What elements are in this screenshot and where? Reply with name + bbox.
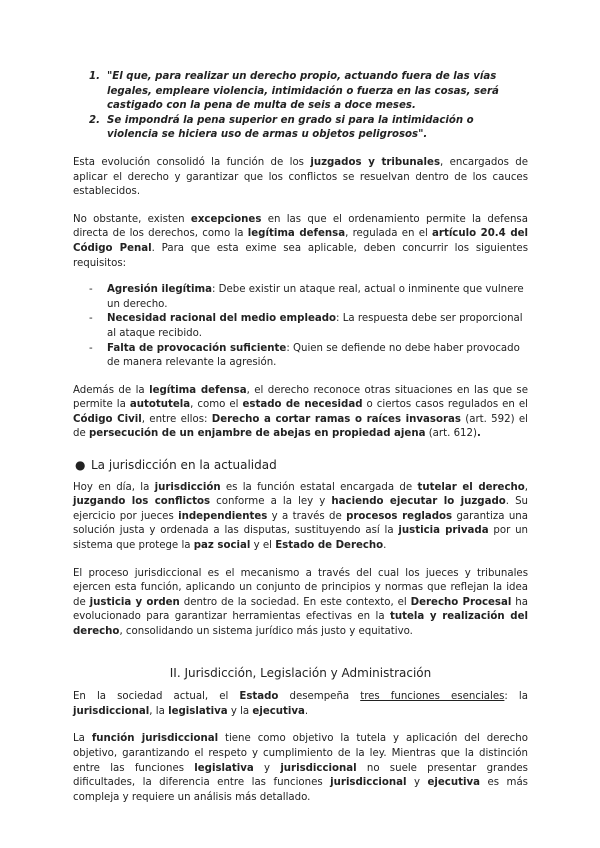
list-item [73, 312, 528, 341]
bold-term: tutelar el derecho [417, 481, 525, 493]
text-run: : La respuesta debe ser proporcional al ataque recibido. [107, 313, 523, 339]
bold-term: excepciones [190, 213, 262, 225]
bold-term: ejecutiva [252, 705, 305, 717]
list-item-text: "El que, para realizar un derecho propio, actuando fuera de las vías legales, empleare violencia, intimidación o fuerza en las cosas, será castigado con la pena de multa de seis a doce meses. [107, 71, 499, 112]
text-run: . Para que esta exime sea aplicable, deben concurrir los siguientes requisitos: [73, 242, 529, 269]
bold-term: juzgados y tribunales [310, 156, 441, 168]
dash-marker: - [89, 342, 93, 354]
paragraph-jurisdiccion [73, 481, 528, 554]
text-run: : la [504, 691, 528, 703]
bold-term: independientes [178, 510, 268, 522]
document-page [73, 70, 528, 805]
text-run: , consolidando un sistema jurídico más justo y equitativo. [119, 626, 413, 637]
bold-term: Estado [239, 691, 279, 703]
text-run: , [524, 481, 529, 493]
bold-term: Derecho Procesal [410, 596, 512, 608]
text-run: y [253, 762, 281, 774]
bold-term: Necesidad racional del medio empleado [107, 313, 337, 325]
text-run: conforme a la ley y [210, 496, 332, 508]
bold-term: legítima defensa [149, 384, 247, 396]
text-run: o ciertos casos regulados en el [362, 399, 528, 411]
text-run: Además de la [73, 384, 150, 396]
text-run: y la [227, 705, 253, 717]
text-run: ha evolucionado para garantizar herramientas efectivas en la [73, 596, 528, 623]
list-item [73, 114, 528, 143]
list-number: 1. [89, 71, 100, 82]
text-run: Esta evolución consolidó la función de los [73, 156, 311, 168]
bold-term: justicia y orden [89, 596, 180, 608]
bold-term: justicia privada [398, 525, 489, 537]
list-number: 2. [89, 114, 100, 126]
bold-term: legislativa [194, 762, 254, 774]
bold-term: jurisdiccional [280, 762, 357, 774]
text-run: es más compleja y requiere un análisis más detallado. [73, 777, 528, 803]
text-run: , entre ellos: [141, 413, 212, 425]
bullet-dot: ● [75, 458, 86, 473]
paragraph-funcion-jurisdiccional [73, 732, 528, 805]
dash-marker: - [89, 313, 93, 325]
text-run: garantiza una solución justa y ordenada a las disputas, sustituyendo así la [73, 510, 528, 537]
quote-list [73, 70, 528, 143]
paragraph-proceso-jurisdiccional [73, 567, 528, 640]
text-run: : Debe existir un ataque real, actual o inminente que vulnere un derecho. [107, 284, 524, 310]
bold-term: persecución de un enjambre de abejas en propiedad ajena [88, 428, 426, 440]
text-run: No obstante, existen [73, 213, 191, 225]
list-item [73, 70, 528, 114]
list-item [73, 283, 528, 312]
paragraph-juzgados [73, 156, 528, 200]
subheading-jurisdiccion-actualidad [73, 458, 528, 473]
dash-marker: - [89, 284, 93, 296]
text-run: y a través de [267, 510, 347, 522]
text-run: en las que el ordenamiento permite la defensa directa de los derechos, como la [73, 213, 528, 240]
text-run: tiene como objetivo la tutela y aplicación del derecho objetivo, garantizando el respeto y cumplimiento de la ley. Mientras que la distinción entre las funciones [73, 733, 528, 774]
bold-term: Derecho a cortar ramas o raíces invasoras [211, 413, 461, 425]
text-run: , el derecho reconoce otras situaciones en las que se permite la [73, 384, 528, 411]
paragraph-funciones-estado [73, 690, 528, 719]
list-item [73, 342, 528, 371]
text-run: La [73, 733, 92, 745]
text-run: (art. 612) [425, 428, 477, 440]
bold-term: procesos reglados [346, 510, 453, 522]
text-run: En la sociedad actual, el [73, 691, 240, 703]
text-run: dentro de la sociedad. En este contexto, el [179, 596, 411, 608]
bold-term: paz social [193, 540, 251, 552]
text-run: y el [250, 540, 276, 552]
bold-term: estado de necesidad [242, 399, 363, 411]
bold-term: jurisdiccional [330, 777, 407, 789]
text-run: . [383, 540, 387, 552]
bold-term: . [477, 428, 481, 440]
text-run: y [406, 777, 428, 789]
text-run: Hoy en día, la [73, 481, 155, 493]
bold-term: haciendo ejecutar lo juzgado [331, 496, 506, 508]
underlined-term: tres funciones esenciales [360, 691, 505, 703]
text-run: por un sistema que protege la [73, 525, 528, 552]
bold-term: Falta de provocación suficiente [107, 342, 287, 354]
text-run: , la [149, 705, 169, 717]
bold-term: artículo 20.4 del Código Penal [73, 228, 529, 254]
bold-term: ejecutiva [427, 777, 480, 789]
text-run: : Quien se defiende no debe haber provocado de manera relevante la agresión. [107, 342, 520, 369]
section-title: II. Jurisdicción, Legislación y Administración [169, 665, 432, 680]
bold-term: juzgando los conflictos [73, 496, 211, 508]
bold-term: jurisdiccional [73, 705, 150, 717]
text-run: (art. 592) el de [73, 413, 528, 440]
list-item-text: Se impondrá la pena superior en grado si para la intimidación o violencia se hiciera uso de armas u objetos peligrosos". [107, 114, 474, 141]
bold-term: Agresión ilegítima [107, 284, 212, 296]
bold-term: legislativa [168, 705, 228, 717]
text-run: . [304, 705, 309, 717]
requisitos-list [73, 283, 528, 371]
bold-term: Código Civil [73, 413, 142, 425]
text-run: no suele presentar grandes dificultades, la diferencia entre las funciones [73, 762, 528, 789]
text-run: , como el [190, 399, 243, 411]
bold-term: jurisdicción [154, 481, 221, 493]
text-run: es la función estatal encargada de [220, 481, 418, 493]
bold-term: tutela y realización del derecho [73, 611, 528, 637]
bold-term: Estado de Derecho [275, 540, 384, 552]
text-run: . Su ejercicio por jueces [73, 496, 529, 522]
paragraph-excepciones [73, 213, 528, 271]
text-run: El proceso jurisdiccional es el mecanismo a través del cual los jueces y tribunales ejercen esta función, aplicando un conjunto de principios y normas que reflejan la idea de [73, 567, 528, 608]
text-run: , encargados de aplicar el derecho y garantizar que los conflictos se resuelvan dentro de los cauces establecidos. [73, 156, 528, 198]
bold-term: legítima defensa [247, 228, 346, 240]
bold-term: función jurisdiccional [91, 733, 219, 745]
bold-term: autotutela [129, 399, 191, 411]
subheading-text: La jurisdicción en la actualidad [91, 458, 277, 473]
text-run: desempeña [278, 691, 361, 703]
text-run: , regulada en el [345, 228, 433, 240]
paragraph-autotutela [73, 384, 528, 442]
